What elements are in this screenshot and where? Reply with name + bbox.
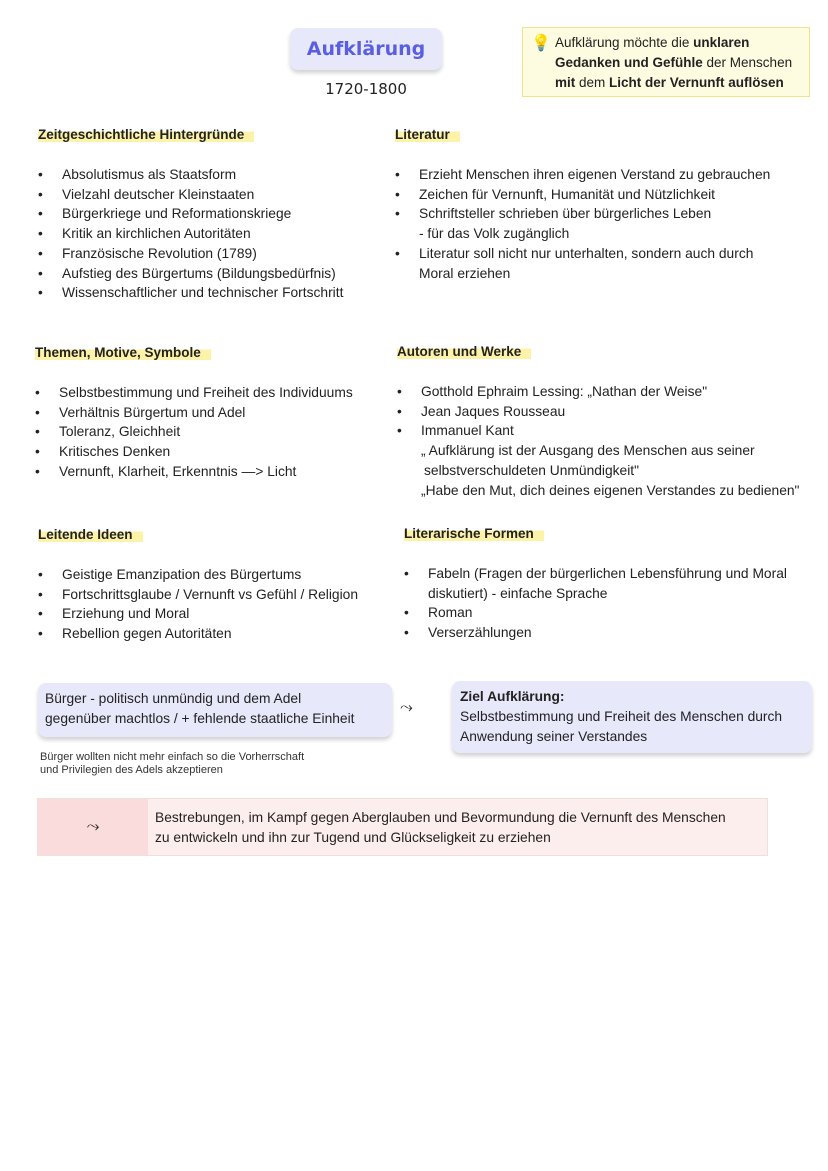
bestrebungen-box: [37, 798, 768, 856]
list-item: • Toleranz, Gleichheit: [35, 422, 353, 442]
years: 1720-1800: [325, 80, 407, 98]
list-item: • Fortschrittsglaube / Vernunft vs Gefühl / Religion: [38, 585, 358, 605]
list-item: • Rebellion gegen Autoritäten: [38, 624, 358, 644]
bestrebungen-line: Bestrebungen, im Kampf gegen Aberglauben und Bevormundung die Vernunft des Menschen: [155, 810, 726, 825]
list-item: • Verhältnis Bürgertum und Adel: [35, 403, 353, 423]
buerger-note: [40, 751, 304, 777]
list-item: • Kritisches Denken: [35, 442, 353, 462]
list-item: • Französische Revolution (1789): [38, 244, 343, 264]
list-item: diskutiert) - einfache Sprache: [428, 585, 608, 601]
ziel-line: Anwendung seiner Verstandes: [460, 729, 648, 744]
ziel-box: [452, 681, 812, 753]
list-formen: [404, 564, 787, 643]
list-item: • Erzieht Menschen ihren eigenen Verstand zu gebrauchen: [395, 165, 770, 185]
list-item: • Roman: [404, 603, 787, 623]
list-ideen: [38, 565, 358, 644]
tip-text: dem: [575, 75, 610, 90]
list-item: Moral erziehen: [419, 265, 511, 281]
list-item: • Erziehung und Moral: [38, 604, 358, 624]
list-item: • Gotthold Ephraim Lessing: „Nathan der Weise": [397, 382, 799, 402]
note-line: Bürger wollten nicht mehr einfach so die Vorherrschaft: [40, 751, 305, 763]
list-item: • Selbstbestimmung und Freiheit des Individuums: [35, 383, 353, 403]
ziel-title: Ziel Aufklärung:: [460, 689, 565, 704]
list-item: • Jean Jaques Rousseau: [397, 402, 799, 422]
tip-bold: Licht der Vernunft auflösen: [609, 75, 784, 90]
buerger-box: [38, 683, 392, 737]
list-themen: [35, 383, 353, 482]
list-item: selbstverschuldeten Unmündigkeit": [424, 462, 640, 478]
list-item: • Fabeln (Fragen der bürgerlichen Lebensführung und Moral: [404, 564, 787, 584]
lightbulb-icon: 💡: [531, 35, 551, 52]
list-item: • Absolutismus als Staatsform: [38, 165, 343, 185]
note-line: und Privilegien des Adels akzeptieren: [40, 764, 223, 776]
list-autoren: [397, 382, 799, 500]
heading-zeit: Zeitgeschichtliche Hintergründe: [38, 127, 254, 142]
list-item: • Kritik an kirchlichen Autoritäten: [38, 224, 343, 244]
heading-themen: Themen, Motive, Symbole: [35, 345, 211, 360]
list-item: • Bürgerkriege und Reformationskriege: [38, 204, 343, 224]
arrow-icon: ⤳: [400, 699, 413, 716]
ziel-line: Selbstbestimmung und Freiheit des Menschen durch: [460, 709, 783, 724]
list-item: - für das Volk zugänglich: [419, 226, 570, 242]
tip-bold: mit: [555, 75, 576, 90]
tip-text: der Menschen: [702, 55, 793, 70]
heading-formen: Literarische Formen: [404, 526, 544, 541]
list-item: • Schriftsteller schrieben über bürgerliches Leben: [395, 204, 770, 224]
tip-box: [522, 27, 810, 97]
heading-literatur: Literatur: [395, 127, 460, 142]
list-item: • Wissenschaftlicher und technischer Fortschritt: [38, 283, 343, 303]
list-item: „ Aufklärung ist der Ausgang des Menschen aus seiner: [421, 443, 755, 459]
heading-ideen: Leitende Ideen: [38, 527, 143, 542]
bestrebungen-text: [148, 799, 726, 855]
bestrebungen-line: zu entwickeln und ihn zur Tugend und Glückseligkeit zu erziehen: [155, 830, 551, 845]
list-item: • Geistige Emanzipation des Bürgertums: [38, 565, 358, 585]
buerger-line: Bürger - politisch unmündig und dem Adel: [45, 691, 302, 706]
list-literatur: [395, 165, 770, 283]
list-item: • Verserzählungen: [404, 623, 787, 643]
page-title: Aufklärung: [290, 28, 442, 70]
list-zeit: [38, 165, 343, 303]
list-item: • Literatur soll nicht nur unterhalten, sondern auch durch: [395, 244, 770, 264]
list-item: • Zeichen für Vernunft, Humanität und Nützlichkeit: [395, 185, 770, 205]
heading-autoren: Autoren und Werke: [397, 344, 531, 359]
list-item: „Habe den Mut, dich deines eigenen Verstandes zu bedienen": [421, 482, 800, 498]
buerger-line: gegenüber machtlos / + fehlende staatliche Einheit: [45, 711, 355, 726]
tip-bold: unklaren Gedanken und Gefühle: [555, 35, 750, 70]
arrow-icon: ⤳: [38, 799, 148, 855]
list-item: • Vernunft, Klarheit, Erkenntnis —> Licht: [35, 462, 353, 482]
tip-text: Aufklärung möchte die: [555, 35, 694, 50]
list-item: • Aufstieg des Bürgertums (Bildungsbedürfnis): [38, 264, 343, 284]
list-item: • Vielzahl deutscher Kleinstaaten: [38, 185, 343, 205]
list-item: • Immanuel Kant: [397, 421, 799, 441]
